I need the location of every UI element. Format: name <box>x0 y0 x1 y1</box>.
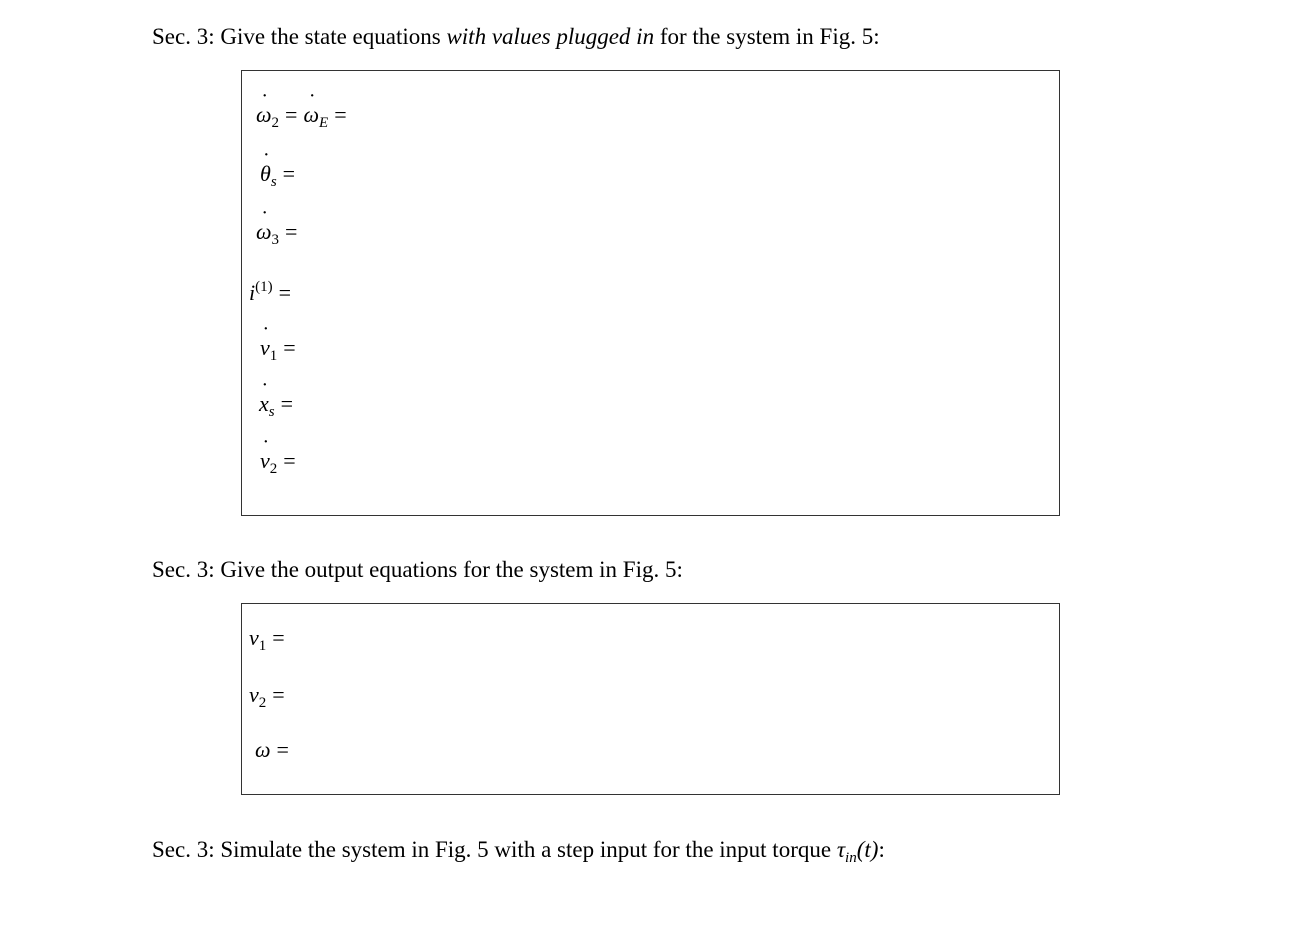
eq-v2-dot <box>260 450 302 477</box>
eq-omega2-dot <box>256 104 353 131</box>
theta-symbol: ˙ θ <box>260 163 271 185</box>
subscript: 1 <box>258 638 267 654</box>
subscript: 3 <box>271 232 280 248</box>
equals-sign: = <box>285 219 298 244</box>
equals-sign: = <box>334 102 347 127</box>
equals-sign: = <box>285 102 298 127</box>
subscript: 2 <box>258 695 267 711</box>
velocity-symbol: v <box>249 682 259 707</box>
eq-i-derivative <box>249 280 297 304</box>
equals-sign: = <box>278 280 292 305</box>
eq-omega-output <box>255 739 295 761</box>
simulate-heading <box>152 838 885 866</box>
velocity-symbol: ˙ v <box>260 450 270 472</box>
equals-sign: = <box>283 335 296 360</box>
tau-subscript: in <box>845 850 857 866</box>
eq-v2-output <box>249 684 291 711</box>
velocity-symbol: v <box>249 625 259 650</box>
simulate-heading-text: Sec. 3: Simulate the system in Fig. 5 with a step input for the input torque <box>152 837 832 862</box>
state-equations-answer-box[interactable] <box>241 70 1060 516</box>
eq-v1-dot <box>260 337 302 364</box>
heading-emphasis: with values plugged in <box>446 24 655 49</box>
heading-suffix: for the system in Fig. 5: <box>659 24 880 49</box>
omega-symbol: ˙ ω <box>256 104 272 126</box>
subscript: 2 <box>269 461 278 477</box>
time-argument: (t) <box>856 837 879 862</box>
output-equations-answer-box[interactable] <box>241 603 1060 795</box>
omega-symbol: ˙ ω <box>303 104 319 126</box>
equals-sign: = <box>283 448 296 473</box>
equals-sign: = <box>272 625 285 650</box>
eq-x-s-dot <box>259 393 299 420</box>
eq-theta-s-dot <box>260 163 301 190</box>
equals-sign: = <box>276 737 289 762</box>
eq-omega3-dot <box>256 221 303 248</box>
output-equations-heading: Sec. 3: Give the output equations for the system in Fig. 5: <box>152 557 683 582</box>
colon: : <box>878 837 885 862</box>
omega-symbol: ˙ ω <box>256 221 272 243</box>
eq-v1-output <box>249 627 291 654</box>
subscript: s <box>270 174 277 190</box>
subscript: 2 <box>271 115 280 131</box>
position-symbol: ˙ x <box>259 393 269 415</box>
subscript: E <box>319 115 329 131</box>
equals-sign: = <box>282 161 296 186</box>
tau-symbol: τ <box>836 837 846 862</box>
heading-prefix: Sec. 3: Give the state equations <box>152 24 441 49</box>
current-symbol: i <box>249 280 256 305</box>
equals-sign: = <box>280 391 294 416</box>
superscript: (1) <box>255 279 273 295</box>
omega-symbol: ω <box>255 737 271 762</box>
state-equations-heading <box>152 25 880 48</box>
velocity-symbol: ˙ v <box>260 337 270 359</box>
equals-sign: = <box>272 682 285 707</box>
subscript: 1 <box>269 348 278 364</box>
subscript: s <box>268 404 275 420</box>
